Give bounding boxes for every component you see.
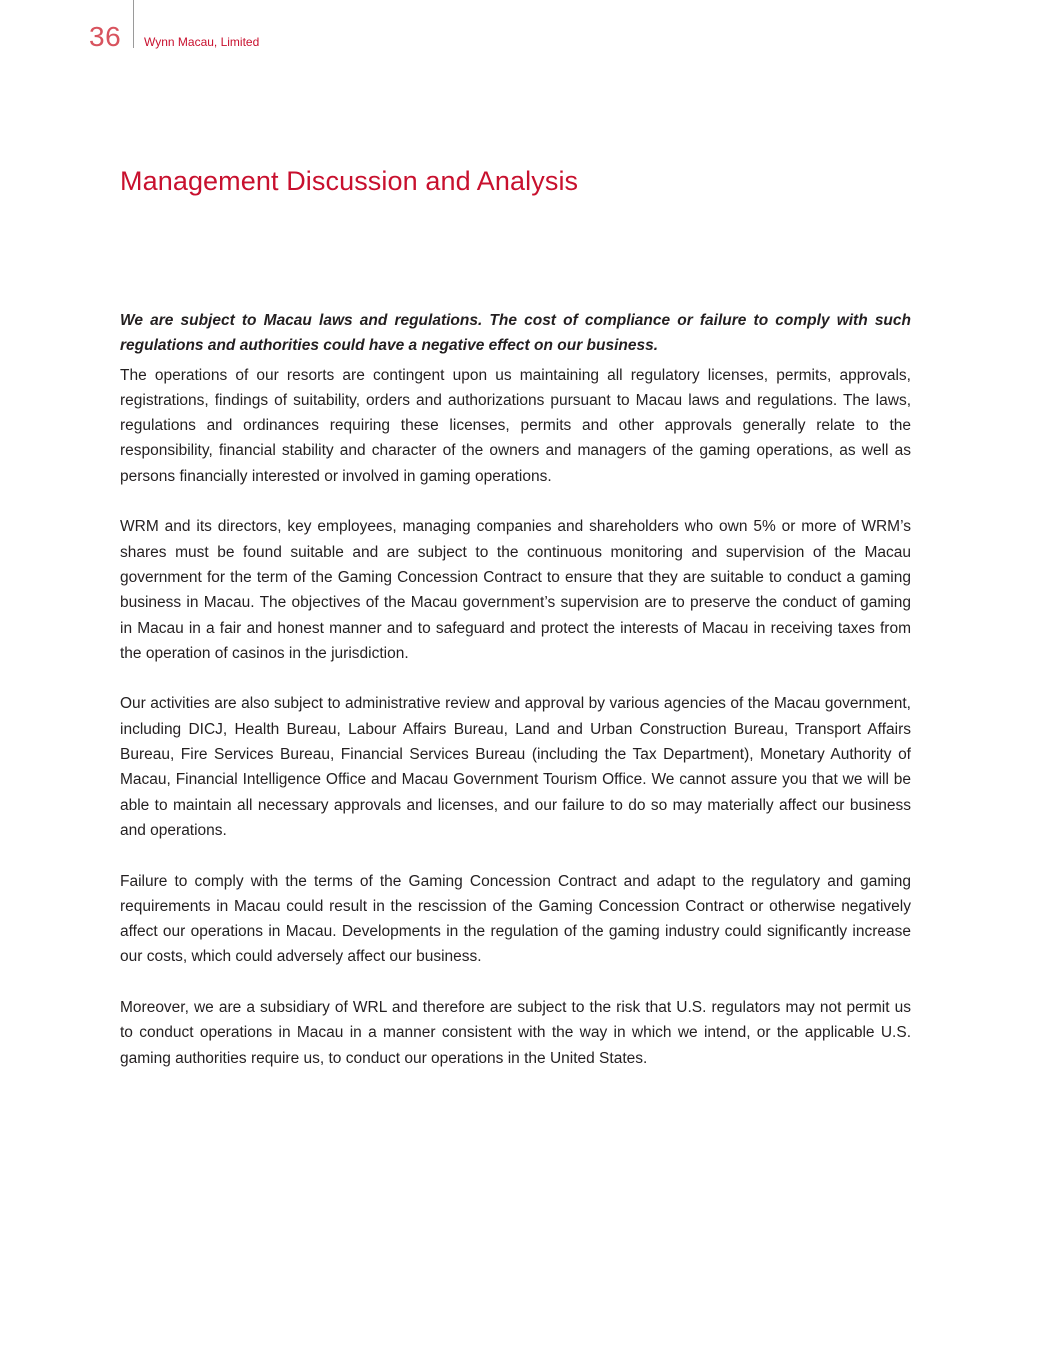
page-header	[0, 0, 1055, 60]
section-title: Management Discussion and Analysis	[120, 166, 579, 196]
body-paragraph: WRM and its directors, key employees, managing companies and shareholders who own 5% or more of WRM’s shares must be found suitable and are subject to the continuous monitoring and supervision of the Macau government for the term of the Gaming Concession Contract to ensure that they are suitable to conduct a gaming business in Macau. The objectives of the Macau government’s supervision are to preserve the conduct of gaming in Macau in a fair and honest manner and to safeguard and protect the interests of Macau in receiving taxes from the operation of casinos in the jurisdiction.	[120, 518, 911, 662]
body-paragraph: Our activities are also subject to administrative review and approval by various agencies of the Macau government, including DICJ, Health Bureau, Labour Affairs Bureau, Land and Urban Construction Bureau, Transport Affairs Bureau, Fire Services Bureau, Financial Services Bureau (including the Tax Department), Monetary Authority of Macau, Financial Intelligence Office and Macau Government Tourism Office. We cannot assure you that we will be able to maintain all necessary approvals and licenses, and our failure to do so may materially affect our business and operations.	[120, 695, 911, 839]
risk-factor-heading: We are subject to Macau laws and regulations. The cost of compliance or failure to comply with such regulations and authorities could have a negative effect on our business.	[120, 312, 911, 355]
page-number: 36	[89, 21, 122, 52]
risk-factor-section	[120, 308, 911, 1096]
header-divider	[133, 0, 134, 48]
body-paragraph: The operations of our resorts are contingent upon us maintaining all regulatory licenses, permits, approvals, registrations, findings of suitability, orders and authorizations pursuant to Macau laws and regulations. The laws, regulations and ordinances requiring these licenses, permits and other approvals generally relate to the responsibility, financial stability and character of the owners and managers of the gaming operations, as well as persons financially interested or involved in gaming operations.	[120, 366, 911, 485]
body-paragraph: Moreover, we are a subsidiary of WRL and therefore are subject to the risk that U.S. regulators may not permit us to conduct operations in Macau in a manner consistent with the way in which we intend, or the applicable U.S. gaming authorities require us, to conduct our operations in the United States.	[120, 999, 911, 1067]
body-paragraph: Failure to comply with the terms of the Gaming Concession Contract and adapt to the regulatory and gaming requirements in Macau could result in the rescission of the Gaming Concession Contract or otherwise negatively affect our operations in Macau. Developments in the regulation of the gaming industry could significantly increase our costs, which could adversely affect our business.	[120, 872, 911, 966]
company-name: Wynn Macau, Limited	[144, 35, 260, 49]
